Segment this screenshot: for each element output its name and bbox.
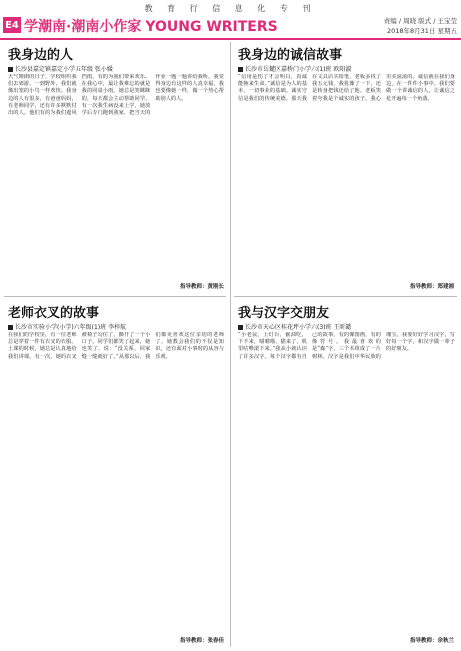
- article-2-title: 我身边的诚信故事: [238, 48, 343, 63]
- article-4-title: 我与汉字交朋友: [238, 306, 330, 321]
- article-2-signature: 指导教师：郑建湘: [409, 284, 454, 290]
- page-number: E4: [3, 17, 21, 33]
- date-line: 2018年8月31日 星期五: [386, 27, 457, 35]
- article-1-signature: 指导教师：黄刚长: [179, 284, 224, 290]
- article-4-byline: 长沙市天心区桂花坪小学六(3)班 王昕懿: [238, 322, 351, 331]
- byline-square-icon: [238, 67, 243, 72]
- article-2-body: “信用是伤了才会明白，真诚能换来生命。”诚信是为人的基本，一切事业的基础。诚实守信是我们的传统美德。那天我在文具店买铅笔，老板多找了我五元钱，我犹豫了一下，还是转身把钱还给了他。老板笑着夸我是个诚实的孩子。我心里美滋滋的。诚信就在我们身边，在一件件小事中。我们要做一个讲诚信的人，让诚信之花开遍每一个角落。: [238, 74, 455, 102]
- page-title: [24, 16, 278, 36]
- byline-square-icon: [8, 325, 13, 330]
- section-divider-right: [234, 296, 457, 297]
- byline-square-icon: [8, 67, 13, 72]
- article-2-byline: 长沙市岳麓区嘉桥门小学六(1)班 欧阳淑: [238, 64, 351, 73]
- article-3-signature: 指导教师：张春佳: [179, 638, 224, 644]
- article-3-byline: 长沙市实验小学(小学)六年级(1)班 李梓航: [8, 322, 126, 331]
- article-4-body: “小老鼠，上灯台，偷油吃，下不来，喵喵喵，猫来了，叽里咕噜滚下来。”我从小就认识了许多汉字。每个汉字都有自己的故事，有的像图画，有的像符号。我最喜欢的是“森”字，三个木组成了一片树林。汉字是我们中华民族的瑰宝，我要好好学习汉字，写好每一个字，和汉字做一辈子的好朋友。: [238, 332, 455, 360]
- page-title-cn: 学潮南·潮南小作家: [24, 19, 142, 35]
- section-divider-left: [4, 296, 226, 297]
- page-meta: [384, 16, 457, 36]
- column-divider: [230, 42, 231, 647]
- editor-line: 责编 / 周晓 版式 / 王宝莹: [383, 17, 457, 25]
- article-4-signature: 指导教师：余秋兰: [409, 638, 454, 644]
- byline-square-icon: [238, 325, 243, 330]
- article-3-body: 在我们的学校里，有一位老师总是穿着一件有衣叉的衣服。上课的时候，她总是认真地给我们讲课。有一次，她的衣叉被椅子勾住了，撕开了一个小口子。同学们都笑了起来，她也笑了，说：“没关系，回家缝一缝就好了。”从那以后，我们都更喜欢这位亲切的老师了。她教会我们的不仅是知识，还有面对小事时的从容与乐观。: [8, 332, 224, 360]
- masthead-strip: 教 育 行 信 息 化 专 刊: [144, 3, 317, 13]
- page-title-en: YOUNG WRITERS: [145, 19, 278, 35]
- article-3-title: 老师衣叉的故事: [8, 306, 100, 321]
- article-1-byline: 长沙县嘉定镇嘉定小学五年级 张小媛: [8, 64, 113, 73]
- article-1-body: 天气晴朗的日子，学校组织我们去郊游。一到野外，我们就像出笼的小鸟一样欢快。我身边的人有很多，有爸爸妈妈，有老师同学，还有许多默默付出的人。他们有的为我们遮风挡雨，有的为我们带来欢乐。在我心中，最让我难忘的就是我的同桌小雨。她总是笑眯眯的，每天都会主动帮助同学。有一次我生病没来上学，她放学后专门跑到我家，把当天的作业一题一题讲给我听。我觉得身边有这样的人真幸福，我也要像她一样，做一个热心帮助别人的人。: [8, 74, 224, 117]
- article-1-title: 我身边的人: [8, 48, 74, 63]
- page-header: [0, 16, 461, 40]
